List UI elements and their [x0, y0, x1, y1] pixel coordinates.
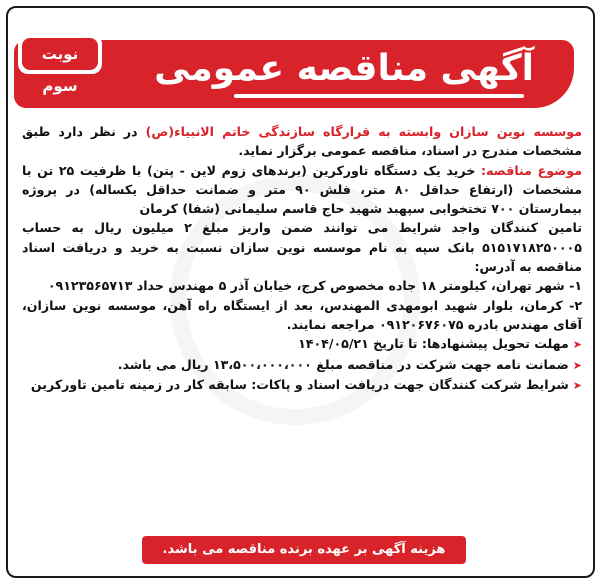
- conditions-text: شرایط شرکت کنندگان جهت دریافت اسناد و پاکات: سابقه کار در زمینه تامین تاورکرین: [30, 376, 569, 392]
- bullet-item: [22, 375, 582, 395]
- round-badge: [18, 34, 102, 95]
- ad-body: [22, 122, 582, 395]
- footer-note: هزینه آگهی بر عهده برنده مناقصه می باشد.: [142, 536, 466, 564]
- bullet-icon: ➤: [572, 358, 582, 372]
- intro-text: در نظر دارد طبق مشخصات مندرج در اسناد، مناقصه عمومی برگزار نماید.: [22, 124, 582, 159]
- address-item: ۲- کرمان، بلوار شهید ابومهدی المهندس، بعد از ایستگاه راه آهن، موسسه نوین سازان، آقای مهندس بادره ۰۹۱۲۰۶۷۶۰۷۵ مراجعه نمایند.: [22, 297, 582, 332]
- subject-paragraph: [22, 161, 582, 219]
- bullet-icon: ➤: [572, 378, 582, 392]
- deposit-paragraph: تامین کنندگان واجد شرایط می توانند ضمن واریز مبلغ ۲ میلیون ریال به حساب ۵۱۵۱۷۱۸۲۵۰۰۰۵ بانک سپه به نام موسسه نوین سازان نسبت به خرید و دریافت اسناد مناقصه به آدرس:: [22, 220, 582, 275]
- ad-title: آگهی مناقصه عمومی: [154, 48, 534, 89]
- address-item: ۱- شهر تهران، کیلومتر ۱۸ جاده مخصوص کرج، خیابان آذر ۵ مهندس حداد ۰۹۱۲۳۵۶۵۷۱۳: [47, 278, 582, 294]
- guarantee-text: ضمانت نامه جهت شرکت در مناقصه مبلغ ۱۳،۵۰۰،۰۰۰،۰۰۰ ریال می باشد.: [117, 356, 569, 372]
- bullet-item: [22, 334, 582, 354]
- deadline-text: مهلت تحویل پیشنهادها: تا تاریخ ۱۴۰۴/۰۵/۲۱: [298, 336, 569, 352]
- bullet-icon: ➤: [572, 338, 582, 352]
- subject-label: موضوع مناقصه:: [480, 162, 582, 178]
- round-badge-label: نوبت سوم: [22, 38, 98, 70]
- title-underline: [234, 94, 524, 98]
- organization-name: موسسه نوین سازان وابسته به قرارگاه سازندگی خاتم الانبیاء(ص): [145, 124, 582, 139]
- subject-text: خرید یک دستگاه تاورکرین (برندهای زوم لاین - پتن) با ظرفیت ۲۵ تن با مشخصات (ارتفاع حداقل ۸۰ متر، فلش ۹۰ متر و ضمانت حداقل یکساله) در پروژه بیمارستان ۷۰۰ تختخوابی سپهبد شهید حاج قاسم سلیمانی (شفا) کرمان: [22, 162, 582, 217]
- bullet-item: [22, 355, 582, 375]
- intro-paragraph: [22, 122, 582, 161]
